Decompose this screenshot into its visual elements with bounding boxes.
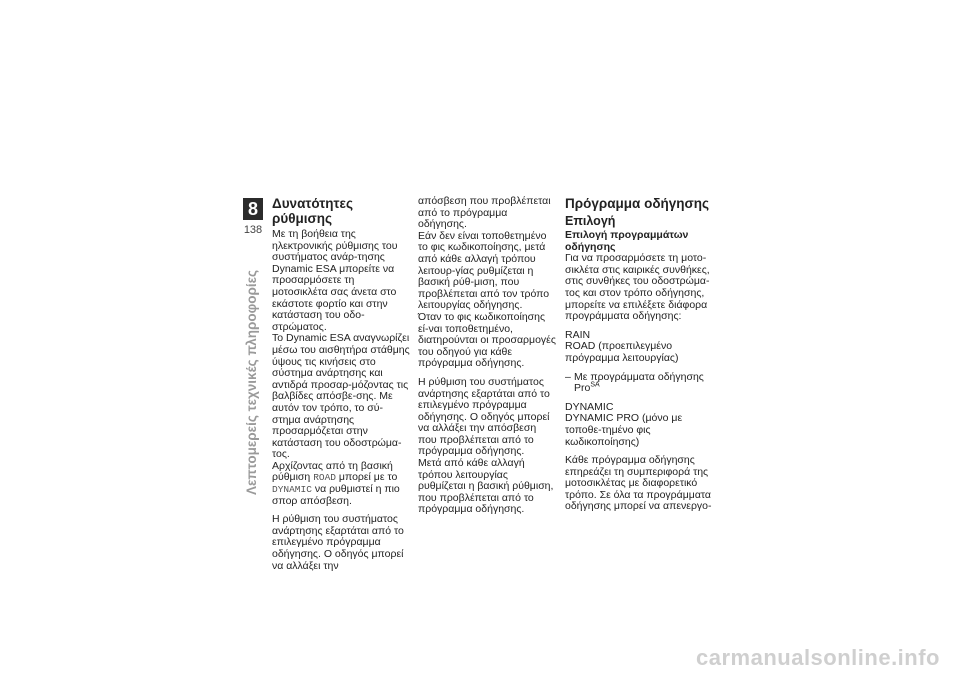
subheading-select-modes: Επιλογή προγραμμάτων οδήγησης — [565, 229, 689, 253]
pro-modes-label: Με προγράμματα οδήγησης Pro — [574, 370, 704, 395]
section-title: Λεπτομερείς τεχνικές πληροφορίες — [244, 269, 259, 495]
column-2 — [418, 196, 556, 516]
mode-dynamic-pro: DYNAMIC PRO (μόνο με τοποθε-τημένο φις κωδικοποίησης) — [565, 412, 683, 448]
mode-road-label: ROAD — [313, 472, 336, 484]
paragraph-text: μπορεί με το — [338, 471, 398, 484]
paragraph-text: Αρχίζοντας από τη βασική ρύθμιση — [272, 459, 393, 484]
dash-bullet: – — [565, 370, 571, 383]
paragraph: Το Dynamic ESA αναγνωρίζει μέσω του αισθητήρα στάθμης ύψους τις κινήσεις στο σύστημα ανάρτησης και αντιδρά προσαρ-μόζοντας τις βαλβίδες απόσβε-σης. Με αυτόν τον τρόπο, το σύ-στημα ανάρτησης προσαρμόζεται στην κατάσταση του οδοστρώμα-τος. — [272, 332, 410, 461]
heading-riding-mode: Πρόγραμμα οδήγησης — [565, 196, 710, 211]
mode-rain: RAIN — [565, 328, 591, 341]
paragraph: Η ρύθμιση του συστήματος ανάρτησης εξαρτάται από το επιλεγμένο πρόγραμμα οδήγησης. Ο οδηγός μπορεί να αλλάξει την απόσβεση που προβλέπεται από το πρόγραμμα οδήγησης. — [418, 375, 550, 458]
watermark: carmanualsonline.info — [696, 645, 940, 670]
pro-modes-note — [565, 372, 713, 395]
chapter-tab: 8 — [243, 198, 263, 220]
column-3 — [565, 196, 713, 513]
paragraph-text: να ρυθμιστεί η πιο σπορ απόσβεση. — [272, 483, 400, 507]
mode-road: ROAD (προεπιλεγμένο πρόγραμμα λειτουργίας) — [565, 340, 679, 364]
paragraph: Η ρύθμιση του συστήματος ανάρτησης εξαρτάται από το επιλεγμένο πρόγραμμα οδήγησης. Ο οδηγός μπορεί να αλλάξει την — [272, 513, 404, 572]
subheading-selection: Επιλογή — [565, 214, 616, 228]
paragraph: Όταν το φις κωδικοποίησης εί-ναι τοποθετημένο, διατηρούνται οι προσαρμογές του οδηγού για κάθε πρόγραμμα οδήγησης. — [418, 310, 556, 370]
sa-superscript: SA — [590, 381, 600, 389]
pro-modes-text — [574, 372, 713, 395]
heading-settings: Δυνατότητες ρύθμισης — [272, 196, 353, 226]
column-1 — [272, 196, 410, 572]
paragraph: Για να προσαρμόσετε τη μοτο-σικλέτα στις καιρικές συνθήκες, στις συνθήκες του οδοστρώμα-τος και στον τρόπο οδήγησης, μπορείτε να επιλέξετε διάφορα προγράμματα οδήγησης: — [565, 252, 710, 323]
paragraph — [272, 461, 410, 507]
paragraph: Με τη βοήθεια της ηλεκτρονικής ρύθμισης του συστήματος ανάρ-τησης Dynamic ESA μπορείτε να προσαρμόσετε τη μοτοσικλέτα σας άνετα στο εκάστοτε φορτίο και στην κατάσταση του οδο-στρώματος. — [272, 228, 398, 333]
mode-dynamic-label: DYNAMIC — [272, 484, 312, 496]
paragraph: Κάθε πρόγραμμα οδήγησης επηρεάζει τη συμπεριφορά της μοτοσικλέτας με διαφορετικό τρόπο. Σε όλα τα προγράμματα οδήγησης μπορεί να απενεργο- — [565, 454, 712, 513]
paragraph: απόσβεση που προβλέπεται από το πρόγραμμα οδήγησης. — [418, 195, 551, 231]
paragraph: Εάν δεν είναι τοποθετημένο το φις κωδικοποίησης, μετά από κάθε αλλαγή τρόπου λειτουρ-γίας ρυθμίζεται η βασική ρύθ-μιση, που προβλέπεται από τον τρόπο λειτουργίας οδήγησης. — [418, 229, 550, 312]
page-number: 138 — [243, 224, 263, 236]
paragraph: Μετά από κάθε αλλαγή τρόπου λειτουργίας ρυθμίζεται η βασική ρύθμιση, που προβλέπεται από το πρόγραμμα οδήγησης. — [418, 457, 554, 516]
mode-dynamic: DYNAMIC — [565, 400, 614, 413]
